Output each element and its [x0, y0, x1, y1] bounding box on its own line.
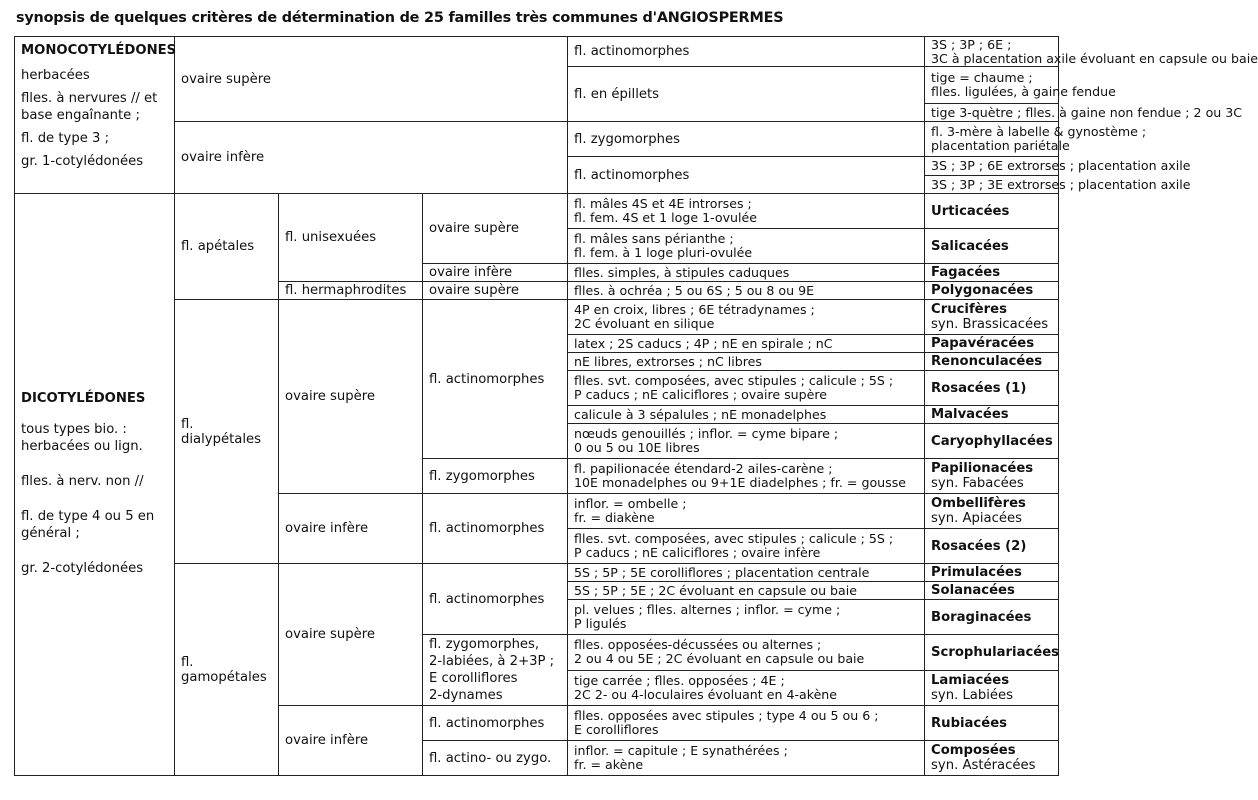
- criteria-line: fl. 3-mère à labelle & gynostème ;: [931, 124, 1147, 139]
- criteria-cell: [568, 406, 925, 424]
- criteria-cell: [568, 229, 925, 264]
- criteria-line: fl. mâles sans périanthe ;: [574, 231, 734, 246]
- criteria-line: fl. mâles 4S et 4E introrses ;: [574, 196, 752, 211]
- criteria-line: pl. velues ; flles. alternes ; inflor. = cyme ;: [574, 602, 841, 617]
- family-name: Rubiacées: [931, 715, 1007, 731]
- criteria-line: 3C à placentation axile évoluant en capsule ou baie: [931, 50, 1258, 66]
- label-fl-actino-zygo: fl. actino- ou zygo.: [423, 741, 568, 776]
- family-cell: [925, 371, 1059, 406]
- label-fl-zygo-gamo-2: 2-labiées, à 2+3P ;: [429, 654, 555, 669]
- family-name: Ombellifères: [931, 496, 1026, 511]
- label-fl-unisexuees: fl. unisexuées: [279, 194, 423, 282]
- criteria-cell: [568, 529, 925, 564]
- label-ovaire-supere: ovaire supère: [279, 564, 423, 706]
- family-synonym: syn. Brassicacées: [931, 317, 1049, 332]
- criteria-line: fr. = akène: [574, 757, 644, 772]
- criteria-cell: [925, 157, 1191, 176]
- criteria-line: nE libres, extrorses ; nC libres: [574, 353, 762, 369]
- label-fl-dialypetales-2: dialypétales: [181, 431, 261, 447]
- family-cell: [925, 741, 1059, 776]
- criteria-cell: [568, 282, 925, 300]
- family-cell: [925, 406, 1059, 424]
- criteria-cell: [568, 582, 925, 600]
- criteria-line: tige = chaume ;: [931, 70, 1033, 85]
- family-cell: [925, 600, 1059, 635]
- criteria-line: 5S ; 5P ; 5E corolliflores ; placentation centrale: [574, 564, 870, 580]
- criteria-line: latex ; 2S caducs ; 4P ; nE en spirale ; nC: [574, 335, 833, 351]
- label-ovaire-infere: ovaire infère: [279, 494, 423, 564]
- criteria-cell: [568, 706, 925, 741]
- criteria-line: P caducs ; nE caliciflores ; ovaire infère: [574, 545, 821, 560]
- family-name: Papavéracées: [931, 336, 1035, 351]
- label-fl-actino: fl. actinomorphes: [423, 706, 568, 741]
- criteria-line: placentation pariétale: [931, 138, 1070, 153]
- family-cell: [925, 529, 1059, 564]
- criteria-line: 0 ou 5 ou 10E libres: [574, 440, 700, 455]
- family-synonym: syn. Fabacées: [931, 476, 1024, 491]
- mono-line: fl. de type 3 ;: [21, 131, 110, 146]
- label-fl-actino: fl. actinomorphes: [423, 300, 568, 459]
- mono-title: MONOCOTYLÉDONES: [21, 43, 177, 58]
- label-fl-zygo-gamo-4: 2-dynames: [429, 688, 503, 703]
- criteria-line: calicule à 3 sépalules ; nE monadelphes: [574, 406, 827, 422]
- label-ovaire-infere: ovaire infère: [423, 264, 568, 282]
- family-name: Rosacées (2): [931, 538, 1027, 554]
- family-name: Malvacées: [931, 407, 1009, 422]
- dico-line: fl. de type 4 ou 5 en général ;: [21, 509, 155, 541]
- criteria-line: flles. svt. composées, avec stipules ; calicule ; 5S ;: [574, 531, 894, 546]
- family-cell: [925, 264, 1059, 282]
- family-cell: [925, 229, 1059, 264]
- label-fl-actino: fl. actinomorphes: [568, 37, 925, 67]
- criteria-cell: [568, 600, 925, 635]
- criteria-line: P caducs ; nE caliciflores ; ovaire supère: [574, 387, 828, 402]
- synopsis-table: [14, 36, 1258, 776]
- criteria-line: nœuds genouillés ; inflor. = cyme bipare ;: [574, 426, 839, 441]
- criteria-cell: [568, 670, 925, 706]
- criteria-line: flles. simples, à stipules caduques: [574, 264, 790, 280]
- family-cell: [925, 494, 1059, 529]
- label-ovaire-supere: ovaire supère: [279, 300, 423, 494]
- family-name: Primulacées: [931, 565, 1022, 580]
- family-cell: [925, 564, 1059, 582]
- criteria-line: fl. fem. à 1 loge pluri-ovulée: [574, 245, 753, 260]
- criteria-line: 5S ; 5P ; 5E ; 2C évoluant en capsule ou baie: [574, 582, 858, 598]
- criteria-line: 2C 2- ou 4-loculaires évoluant en 4-akène: [574, 686, 838, 702]
- criteria-line: 2C évoluant en silique: [574, 316, 715, 331]
- family-cell: [925, 582, 1059, 600]
- label-fl-hermaphrodites: fl. hermaphrodites: [279, 282, 423, 300]
- criteria-line: 3S ; 3P ; 3E extrorses ; placentation axile: [931, 176, 1191, 192]
- label-ovaire-infere: ovaire infère: [279, 706, 423, 776]
- label-fl-actino: fl. actinomorphes: [423, 494, 568, 564]
- family-name: Scrophulariacées: [931, 644, 1060, 660]
- label-fl-zygo: fl. zygomorphes: [423, 459, 568, 494]
- label-fl-apetales: fl. apétales: [175, 194, 279, 300]
- criteria-line: P ligulés: [574, 616, 627, 631]
- dico-group: [15, 194, 175, 776]
- family-cell: [925, 424, 1059, 459]
- criteria-line: tige carrée ; flles. opposées ; 4E ;: [574, 672, 785, 688]
- family-synonym: syn. Astéracées: [931, 758, 1036, 773]
- label-fl-zygo-gamo-1: fl. zygomorphes,: [429, 637, 540, 652]
- family-name: Polygonacées: [931, 283, 1034, 298]
- label-fl-dialypetales: [175, 300, 279, 564]
- criteria-cell: [568, 335, 925, 353]
- mono-line: herbacées: [21, 68, 90, 83]
- criteria-cell: [568, 424, 925, 459]
- criteria-line: inflor. = ombelle ;: [574, 496, 687, 511]
- dico-line: tous types bio. : herbacées ou lign.: [21, 422, 143, 454]
- criteria-cell: [925, 122, 1147, 157]
- label-fl-zygo: fl. zygomorphes: [568, 122, 925, 157]
- criteria-cell: [568, 194, 925, 229]
- page-title: synopsis de quelques critères de détermination de 25 familles très communes d'ANGIOSPERMES: [16, 10, 784, 26]
- family-name: Rosacées (1): [931, 380, 1027, 396]
- criteria-cell: [925, 104, 1243, 122]
- family-synonym: syn. Labiées: [931, 687, 1014, 703]
- criteria-line: 3S ; 3P ; 6E extrorses ; placentation axile: [931, 158, 1191, 173]
- family-cell: [925, 635, 1059, 671]
- criteria-cell: [568, 371, 925, 406]
- dico-line: flles. à nerv. non //: [21, 474, 144, 489]
- criteria-cell: [925, 36, 1258, 67]
- family-name: Lamiacées: [931, 672, 1010, 688]
- criteria-line: fl. papilionacée étendard-2 ailes-carène ;: [574, 461, 833, 476]
- label-ovaire-supere: ovaire supère: [423, 282, 568, 300]
- label-ovaire-supere: ovaire supère: [175, 37, 568, 122]
- mono-line: gr. 1-cotylédonées: [21, 154, 144, 169]
- criteria-cell: [568, 353, 925, 371]
- family-name: Fagacées: [931, 265, 1001, 280]
- label-fl-gamopetales: [175, 564, 279, 776]
- family-cell: [925, 670, 1059, 706]
- criteria-cell: [568, 635, 925, 671]
- criteria-cell: [568, 741, 925, 776]
- family-name: Renonculacées: [931, 354, 1043, 369]
- label-fl-epillets: fl. en épillets: [568, 67, 925, 122]
- family-name: Boraginacées: [931, 609, 1032, 625]
- criteria-line: flles. ligulées, à gaine fendue: [931, 84, 1116, 99]
- family-name: Papilionacées: [931, 461, 1034, 476]
- family-name: Caryophyllacées: [931, 433, 1053, 449]
- label-fl-actino: fl. actinomorphes: [568, 157, 925, 194]
- criteria-line: 2 ou 4 ou 5E ; 2C évoluant en capsule ou baie: [574, 651, 865, 667]
- criteria-cell: [925, 176, 1191, 194]
- mono-line: flles. à nervures // et base engaînante ;: [21, 91, 158, 123]
- label-fl-gamopetales-2: gamopétales: [181, 669, 267, 685]
- family-cell: [925, 353, 1059, 371]
- dico-line: gr. 2-cotylédonées: [21, 561, 144, 576]
- family-cell: [925, 459, 1059, 494]
- criteria-cell: [925, 67, 1116, 104]
- criteria-cell: [568, 459, 925, 494]
- label-fl-zygo-gamo-3: E corolliflores: [429, 671, 518, 686]
- criteria-line: inflor. = capitule ; E synathérées ;: [574, 743, 788, 758]
- criteria-line: flles. à ochréa ; 5 ou 6S ; 5 ou 8 ou 9E: [574, 282, 815, 298]
- label-fl-zygo-gamo: [423, 635, 568, 706]
- criteria-line: flles. svt. composées, avec stipules ; calicule ; 5S ;: [574, 373, 894, 388]
- family-cell: [925, 335, 1059, 353]
- criteria-line: tige 3-quètre ; flles. à gaine non fendue ; 2 ou 3C: [931, 104, 1243, 120]
- criteria-line: E corolliflores: [574, 722, 659, 737]
- criteria-cell: [568, 494, 925, 529]
- dico-title: DICOTYLÉDONES: [21, 391, 146, 406]
- criteria-line: fr. = diakène: [574, 510, 655, 525]
- family-cell: [925, 300, 1059, 335]
- family-name: Salicacées: [931, 238, 1009, 254]
- label-ovaire-infere: ovaire infère: [175, 122, 568, 194]
- family-cell: [925, 706, 1059, 741]
- criteria-cell: [568, 300, 925, 335]
- criteria-cell: [568, 564, 925, 582]
- criteria-line: 10E monadelphes ou 9+1E diadelphes ; fr. = gousse: [574, 475, 907, 490]
- criteria-line: fl. fem. 4S et 1 loge 1-ovulée: [574, 210, 758, 225]
- family-cell: [925, 282, 1059, 300]
- mono-group: [15, 37, 175, 194]
- family-name: Composées: [931, 743, 1016, 758]
- criteria-line: 4P en croix, libres ; 6E tétradynames ;: [574, 302, 815, 317]
- label-fl-actino: fl. actinomorphes: [423, 564, 568, 635]
- criteria-line: flles. opposées-décussées ou alternes ;: [574, 637, 822, 653]
- family-synonym: syn. Apiacées: [931, 511, 1022, 526]
- criteria-line: flles. opposées avec stipules ; type 4 ou 5 ou 6 ;: [574, 708, 879, 723]
- family-name: Solanacées: [931, 583, 1015, 598]
- criteria-line: 3S ; 3P ; 6E ;: [931, 36, 1012, 52]
- family-cell: [925, 194, 1059, 229]
- label-ovaire-supere: ovaire supère: [423, 194, 568, 264]
- family-name: Urticacées: [931, 203, 1010, 219]
- label-fl-dialypetales-1: fl.: [181, 416, 194, 432]
- criteria-cell: [568, 264, 925, 282]
- label-fl-gamopetales-1: fl.: [181, 654, 194, 670]
- family-name: Crucifères: [931, 302, 1007, 317]
